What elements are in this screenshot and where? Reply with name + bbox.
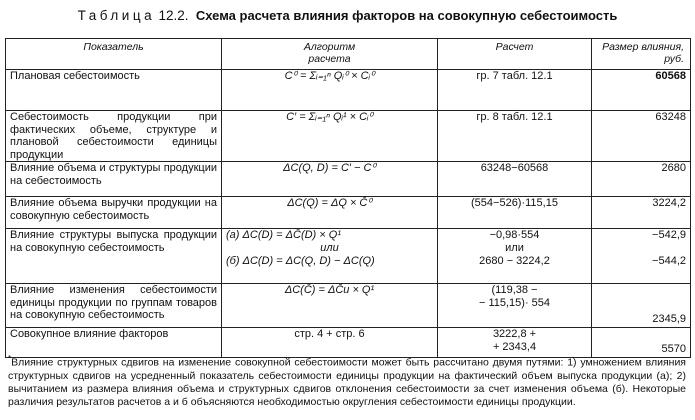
table-row xyxy=(6,284,691,328)
header-algorithm: Алгоритм расчета xyxy=(222,39,438,70)
algorithm-variant-a: (а) ΔC(D) = ΔC̄(D) × Q¹ xyxy=(226,229,341,241)
value-variant-a: −542,9 xyxy=(652,229,686,241)
row-indicator: Влияние объема и структуры продукции на себестоимость xyxy=(6,162,222,197)
row-algorithm: ΔC(Q, D) = C′ − C⁰ xyxy=(222,162,438,197)
row-value: 3224,2 xyxy=(592,197,691,229)
row-value xyxy=(592,229,691,284)
row-calculation: 63248−60568 xyxy=(438,162,592,197)
row-indicator: Влияние изменения себестоимости единицы продукции по группам товаров на совокупную себестоимость xyxy=(6,284,222,328)
table-row xyxy=(6,197,691,229)
factor-table xyxy=(5,38,691,358)
calculation-or: или xyxy=(505,242,524,254)
row-indicator: Плановая себестоимость xyxy=(6,70,222,111)
row-indicator: Себестоимость продукции при фактических объеме, структуре и плановой себестоимости единицы продукции xyxy=(6,111,222,162)
table-label: Таблица xyxy=(77,8,156,23)
row-algorithm: C′ = Σᵢ₌₁ⁿ Qᵢ¹ × Cᵢ⁰ xyxy=(222,111,438,162)
footnote xyxy=(8,352,686,409)
row-indicator: Влияние структуры выпуска продукции на совокупную себестоимость xyxy=(6,229,222,284)
table-row xyxy=(6,162,691,197)
row-indicator: Влияние объема выручки продукции на совокупную себестоимость xyxy=(6,197,222,229)
row-value: 2680 xyxy=(592,162,691,197)
row-algorithm: C⁰ = Σᵢ₌₁ⁿ Qᵢ⁰ × Cᵢ⁰ xyxy=(222,70,438,111)
header-value: Размер влияния, руб. xyxy=(592,39,691,70)
calculation-variant-a: −0,98·554 xyxy=(489,229,540,241)
row-algorithm xyxy=(222,229,438,284)
calculation-variant-b: 2680 − 3224,2 xyxy=(479,255,550,267)
row-calculation: 3222,8 + + 2343,4 xyxy=(438,328,592,358)
table-number: 12.2. xyxy=(158,8,189,23)
table-row xyxy=(6,70,691,111)
algorithm-or: или xyxy=(320,242,339,254)
row-calculation: гр. 7 табл. 12.1 xyxy=(438,70,592,111)
row-indicator: Совокупное влияние факторов xyxy=(6,328,222,358)
row-calculation xyxy=(438,229,592,284)
row-algorithm: стр. 4 + стр. 6 xyxy=(222,328,438,358)
table-caption: Схема расчета влияния факторов на совокупную себестоимость xyxy=(195,8,618,23)
table-row xyxy=(6,229,691,284)
row-calculation: (119,38 − − 115,15)· 554 xyxy=(438,284,592,328)
footnote-marker: * xyxy=(8,354,12,363)
row-calculation: (554−526)·115,15 xyxy=(438,197,592,229)
row-value: 60568 xyxy=(592,70,691,111)
row-calculation: гр. 8 табл. 12.1 xyxy=(438,111,592,162)
table-row xyxy=(6,111,691,162)
row-value: 2345,9 xyxy=(592,284,691,328)
header-indicator: Показатель xyxy=(6,39,222,70)
footnote-text: Влияние структурных сдвигов на изменение совокупной себестоимости может быть рассчитано двумя путями: 1) умножением влияния структурных сдвигов на усредненный показатель себестоимости единицы продукции на фактический объем выпуска продукции (а); 2) вычитанием из размера влияния объема и структурных сдвигов отклонения себестоимости за счет изменения объема (б). Некоторые различия результатов расчетов а и б объясняются необходимостью округления себестоимости единицы продукции. xyxy=(8,356,686,408)
table-title xyxy=(0,8,695,24)
row-algorithm: ΔC(Q) = ΔQ × C̄⁰ xyxy=(222,197,438,229)
header-row xyxy=(6,39,691,70)
header-calculation: Расчет xyxy=(438,39,592,70)
value-variant-b: −544,2 xyxy=(652,255,686,267)
row-value: 5570 xyxy=(592,328,691,358)
row-value: 63248 xyxy=(592,111,691,162)
row-algorithm: ΔC(C̄) = ΔC̄и × Q¹ xyxy=(222,284,438,328)
algorithm-variant-b: (б) ΔC(D) = ΔC(Q, D) − ΔC(Q) xyxy=(226,255,375,267)
